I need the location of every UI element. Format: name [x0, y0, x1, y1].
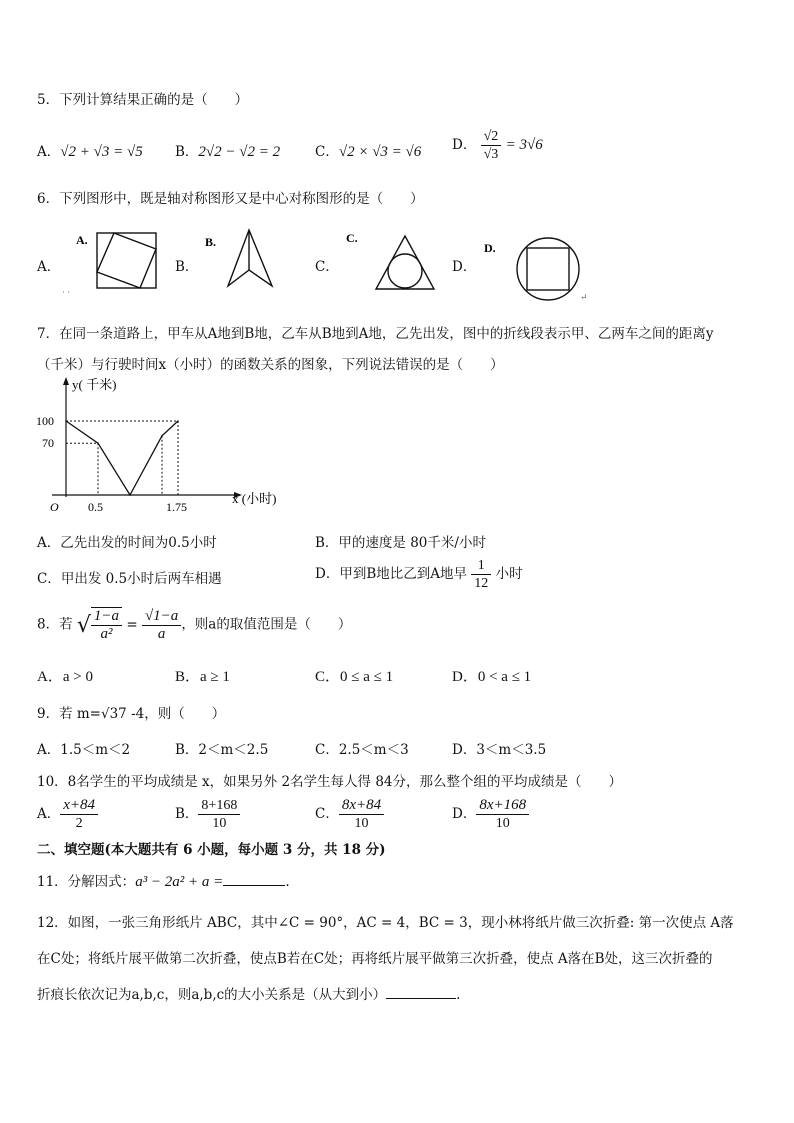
y-tick-label: 100: [36, 414, 54, 428]
figure-b-label: B.: [205, 235, 217, 249]
fraction: $\frac{1}{12}$: [471, 557, 491, 592]
q10-option-c: C． $\frac{8x+84}{10}$: [315, 797, 384, 832]
option-label: C．: [315, 144, 339, 160]
q12-line2: 在C处；将纸片展平做第二次折叠，使点B若在C处；再将纸片展平做第三次折叠，使点 A落在B处，这三次折叠的: [37, 951, 713, 967]
option-label: D．: [452, 137, 477, 153]
q12-line1: 12．如图，一张三角形纸片 ABC，其中∠C = 90°，AC = 4，BC = 3，现小林将纸片做三次折叠: 第一次使点 A落: [37, 915, 734, 931]
q8-stem: 8．若 √ $\frac{1-a}{\text{a²}}$ = $\frac{√1-a}{a}$ ，则a的取值范围是（ ）: [37, 607, 352, 642]
q10-stem: 10．8名学生的平均成绩是 x，如果另外 2名学生每人得 84分，那么整个组的平均成绩是（ ）: [37, 774, 623, 790]
y-axis-label: y( 千米): [72, 377, 117, 392]
q7-option-d: [315, 557, 523, 592]
answer-blank: [223, 873, 285, 886]
fraction: $\frac{8+168}{10}$: [198, 797, 240, 832]
fraction-rhs: $\frac{√1-a}{a}$: [142, 608, 181, 643]
q6-option-d-label: D．: [452, 259, 477, 275]
figure-a-label: A.: [76, 233, 88, 247]
svg-text:↵: ↵: [580, 292, 588, 302]
option-expr: √2 × √3 = √6: [338, 144, 422, 160]
y-tick-label: 70: [42, 436, 54, 451]
q10-option-d: D． $\frac{8x+168}{10}$: [452, 797, 529, 832]
q6-option-b-label: B．: [175, 259, 199, 275]
option-label: A．: [37, 144, 61, 160]
option-label: B．: [175, 144, 199, 160]
q9-option-a: A．1.5＜m＜2: [37, 742, 131, 758]
answer-blank: [386, 986, 456, 999]
q9-option-c: C．2.5＜m＜3: [315, 742, 409, 758]
figure-d-label: D.: [484, 241, 496, 255]
option-expr: = 3√6: [505, 137, 543, 153]
data-point: [129, 494, 131, 496]
q5-stem: 5．下列计算结果正确的是（ ）: [37, 92, 249, 108]
q8-option-c: C．0 ≤ a ≤ 1: [315, 669, 394, 685]
q9-option-d: D．3＜m＜3.5: [452, 742, 547, 758]
figure-c-label: C.: [346, 231, 358, 245]
section-title: 二、填空题(本大题共有 6 小题，每小题 3 分，共 18 分): [37, 842, 386, 858]
fraction-lhs: $\frac{1-a}{\text{a²}}$: [91, 607, 122, 643]
option-expr: √2 + √3 = √5: [60, 144, 143, 160]
q7-stem-line2: （千米）与行驶时间x（小时）的函数关系的图象，下列说法错误的是（ ）: [37, 357, 504, 373]
q6-option-a-label: A．: [37, 259, 61, 275]
option-expr: 2√2 − √2 = 2: [198, 144, 281, 160]
q9-option-b: B．2＜m＜2.5: [175, 742, 269, 758]
q10-option-a: A． $\frac{x+84}{2}$: [37, 797, 98, 832]
fraction: $\frac{√2}{√3}$: [481, 128, 502, 163]
q6-option-c-label: C．: [315, 259, 339, 275]
x-tick-label: 1.75: [166, 500, 187, 514]
q7-option-b: B．甲的速度是 80千米/小时: [315, 535, 486, 551]
fraction: $\frac{8x+84}{10}$: [339, 797, 384, 832]
x-tick-label: 0.5: [88, 500, 103, 514]
q8-option-d: D．0 < a ≤ 1: [452, 669, 532, 685]
q8-option-b: B．a ≥ 1: [175, 669, 230, 685]
q11-stem: 11．分解因式：a³ − 2a² + a = .: [37, 874, 290, 890]
q7-stem-line1: 7．在同一条道路上，甲车从A地到B地，乙车从B地到A地，乙先出发，图中的折线段表示甲、乙两车之间的距离y: [37, 326, 714, 342]
q6-stem: 6．下列图形中，既是轴对称图形又是中心对称图形的是（ ）: [37, 191, 424, 207]
q10-option-b: B． $\frac{8+168}{10}$: [175, 797, 240, 832]
fraction: $\frac{8x+168}{10}$: [476, 797, 529, 832]
x-axis-label: x (小时): [232, 491, 277, 506]
option-text: D．甲到B地比乙到A地早: [315, 566, 467, 582]
q8-option-a: A．a > 0: [37, 669, 93, 685]
fraction: $\frac{x+84}{2}$: [60, 797, 98, 832]
y-axis-arrow: [63, 377, 69, 385]
q7-option-a: A．乙先出发的时间为0.5小时: [37, 535, 217, 551]
expr: a³ − 2a² + a =: [135, 874, 224, 890]
q9-stem: 9．若 m=√37 -4，则（ ）: [37, 706, 226, 722]
origin-label: O: [50, 500, 59, 514]
distance-line: [66, 421, 178, 495]
q12-line3: 折痕长依次记为a,b,c，则a,b,c的大小关系是（从大到小） .: [37, 987, 461, 1003]
option-text: 小时: [495, 566, 523, 582]
svg-text:· ·: · ·: [62, 287, 71, 297]
q7-option-c: C．甲出发 0.5小时后两车相遇: [37, 571, 222, 587]
